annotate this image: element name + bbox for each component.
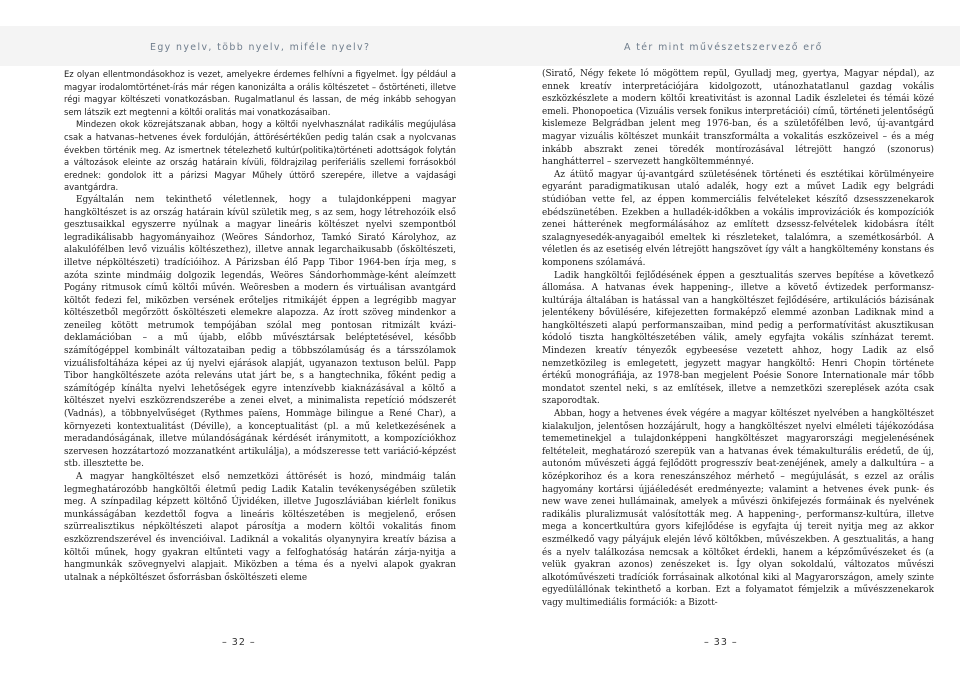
paragraph: Mindezen okok közrejátszanak abban, hogy a költői nyelvhasználat radikális megújulása csak a hatvanas–hetvenes évek fordulóján, áttörésértékűen pedig talán csak a nyolcvanas években történik meg. Az ismertnek tételezhető kultúr(politika)történeti adottságok folytán a változások eleinte az ország határain kívüli, földrajzilag periferiális szellemi forrásokból erednek: gondolok itt a párizsi Magyar Műhely úttörő szerepére, illetve a vajdasági avantgárdra. — [64, 119, 456, 193]
paragraph: Ez olyan ellentmondásokhoz is vezet, amelyekre érdemes felhívni a figyelmet. Így például a magyar irodalomtörténet-írás már régen kanonizálta a orális költészetet – őstörténeti, illetve régi magyar költészeti vonatkozásban. Rugalmatlanul és lassan, de még inkább sehogyan sem látszik ezt megtenni a költői oralitás mai vonatkozásaiban. — [64, 69, 456, 117]
paragraph: Az átütő magyar új-avantgárd születésének történeti és esztétikai körülményeire egyaránt paradigmatikusan utaló adalék, hogy ezt a művet Ladik egy belgrádi stúdióban vette fel, az éppen kommerciális felvételeket készítő dzsesszzenekarok ebédszünetében. Ezekben a hulladék-időkben a vokális improvizációk és kompozíciók zenei hátterének megformálásához az említett dzsessz-felvételek kidobásra ítélt szalagnyesedék-anyagaiból emeltek ki részleteket, talalómra, a szemétkosárból. A véletlen és az esetiség elvén létrejött hangszövet így vált a hangköltemény konstans és komponens szólamává. — [542, 169, 934, 268]
running-head: A tér mint művészetszervező erő — [624, 42, 823, 53]
paragraph: Egyáltalán nem tekinthető véletlennek, hogy a tulajdonképpeni magyar hangköltészet is az ország határain kívül születik meg, s az sem, hogy létrehozóik első gesztusaikkal egyszerre nyúlnak a magyar lineáris költészet nyelvi szempontból legradikálisabb hagyományaihoz (Weöres Sándorhoz, Tamkó Sirató Károlyhoz, az alakulófélben levő vizuális költészethez), illetve annak legarchaikusabb (ősköltészeti, illetve népköltészeti) tradícióihoz. A Párizsban élő Papp Tibor 1964-ben írja meg, s azóta szinte mindmáig dolgozik legendás, Weöres Sándorhommàge-ként aleímzett Pogány ritmusok című költői művén. Weöresben a modern és virtuálisan avantgárd költőt fedezi fel, miközben versének erőteljes ritmikájét éppen a legrégibb magyar költészetből megőrzött ősköltészeti elemekre alapozza. Az írott szöveg mindenkor a zeneileg kötött metrumok tempójában szólal meg pontosan ritmizált kvázi-deklamációban – a mű újabb, előbb művésztársak beléptetésével, később számítógéppel kombinált változataiban pedig a többszólamúság és a társszólamok vizuálisfoltáháza képei az új nyelvi ejárások alapját, ugyanazon textuson belül. Papp Tibor hangköltészete azóta releváns utat járt be, s a hangtechnika, főként pedig a számítógép kínálta nyelvi lehetőségek egyre intenzívebb kiaknázásával a költő a költészet nyelvi eszközrendszerébe a zenei elvet, a minimalista repetíció módszerét (Vadnás), a többnyelvűséget (Rythmes païens, Hommàge bilingue a René Char), a környezeti kontextualitást (Déville), a konceptualitást (pl. a mű keletkezésének a meradandóságának, illetve múlandóságának kérdését iránymitott, a kompozíciókhoz szervesen hozzátartozó mozzanatként artikulálja), a módszeresse tett variáció-képzést stb. illesztette be. — [64, 194, 456, 470]
running-head: Egy nyelv, több nyelv, miféle nyelv? — [150, 42, 371, 53]
paragraph: (Siratő, Négy fekete ló mögöttem repül, Gyulladj meg, gyertya, Magyar népdal), az ennek kreatív interpretációjára kidolgozott, utánozhatatlanul gazdag vokális eszközkészlete a modern költői kreativitást is azonnal Ladik észleletei és témái közé emeli. Phonopoetica (Vizuális versek fonikus interpretációi) című, történeti jelentőségű kislemeze Belgrádban jelent meg 1976-ban, és a születőfélben levő, új-avantgárd magyar vizuális költészet munkáit transzformálta a vokalitás eszközeivel – és a még inkább abszrakt zenei töredék montírozásával létrejött hangzó (szonorus) hanghátterrel – szervezett hangköltemménnyé. — [542, 69, 934, 168]
paragraph: A magyar hangköltészet első nemzetközi áttörését is hozó, mindmáig talán legmeghatározóbb hangköltői életmű pedig Ladik Katalin tevékenységében születik meg. A színpadilag képzett költőnő Újvidéken, illetve Jugoszláviában kiérlelt fonikus munkásságában kezdettől fogva a lineáris költészetében is megjelenő, erősen szürrealisztikus népköltészeti alapot párosítja a modern költői vokalitás finom eszközrendszerével és invencióival. Ladiknál a vokalitás olyanynyira kreatív bázisa a költői műnek, hogy gyakran eltűnteti vagy a felfoghatóság határán zárja-nyitja a hangmunkák szövegnyelvi alapjait. Miközben a téma és a nyelvi alapok gyakran utalnak a népköltészet ősforrásban ősköltészeti eleme — [64, 472, 456, 583]
page-number: – 32 – — [222, 637, 256, 648]
page-body — [64, 68, 456, 618]
page-body — [542, 68, 934, 618]
paragraph: Ladik hangköltői fejlődésének éppen a gesztualitás szerves bepítése a következő állomása. A hatvanas évek happening-, illetve a követő évtizedek performansz-kultúrája általában is hatással van a hangköltészet fejlődésére, artikulációs bázisának jelentékeny bővülésére, kifejezetten formaképző elemmé azonban Ladiknak mind a hangköltészeti alapú performanszaiban, mind pedig a performatívitást akusztikusan kódoló tiszta hangköltészetében válik, amely egyfajta vokális színházat teremt. Mindezen kreatív tényezők egybeesése vezetett ahhoz, hogy Ladik az első nemzetközileg is emlegetett, jegyzett magyar hangköltő: Henri Chopin története értékű monográfiája, az 1978-ban megjelent Poésie Sonore Internationale már tőbb mondatot szentel neki, s az említések, illetve a nemzetközi szereplések azóta csak szaporodtak. — [542, 270, 934, 407]
paragraph: Abban, hogy a hetvenes évek végére a magyar költészet nyelvében a hangköltészet kialakuljon, jelentősen hozzájárult, hogy a hangköltészet nyelvi elméleti tájékozódása tememetinekjel a tulajdonképpeni hangköltészet magyarországi megjelenésének feltételeit, meghatározó szerepük van a hatvanas évek témakulturális erédetű, de új, autonóm művészeti ággá fejlődött progresszív beat-zenéjének, amely a dalkultúra – a középkorihoz és a kora reneszánszéhoz mérhető – megújulását, s ezzel az orális hagyomány kortársi újjáéledését eredményezte; valamint a hetvenes évek punk- és new wave zenei hullámainak, amelyek a művészi önkifejezés formáinak és nyelvének radikális pluralizmusát valósították meg. A happening-, performansz-kultúra, illetve mega a koncertkultúra gyors kifejlődése is egyfajta új tereit nyitja meg az akkor eszmélkedő vagy pályájuk elején lévő költőkben, művészekben. A gesztualitás, a hang és a nyelv találkozása nemcsak a költőket érdekli, hanem a képzőművészeket és (a velük gyakran azonos) zenészeket is. Így olyan sokoldalú, változatos művészi alkotóművészeti tradíciók forrásainak alkotónal kiki al Magyarországon, amely szinte egyedülállónak tekinthető a korban. Ezt a folyamatot fémjelzik a művészzenekarok vagy multimediális formációk: a Bizott- — [542, 409, 934, 608]
page-number: – 33 – — [704, 637, 738, 648]
right-page — [480, 0, 960, 686]
